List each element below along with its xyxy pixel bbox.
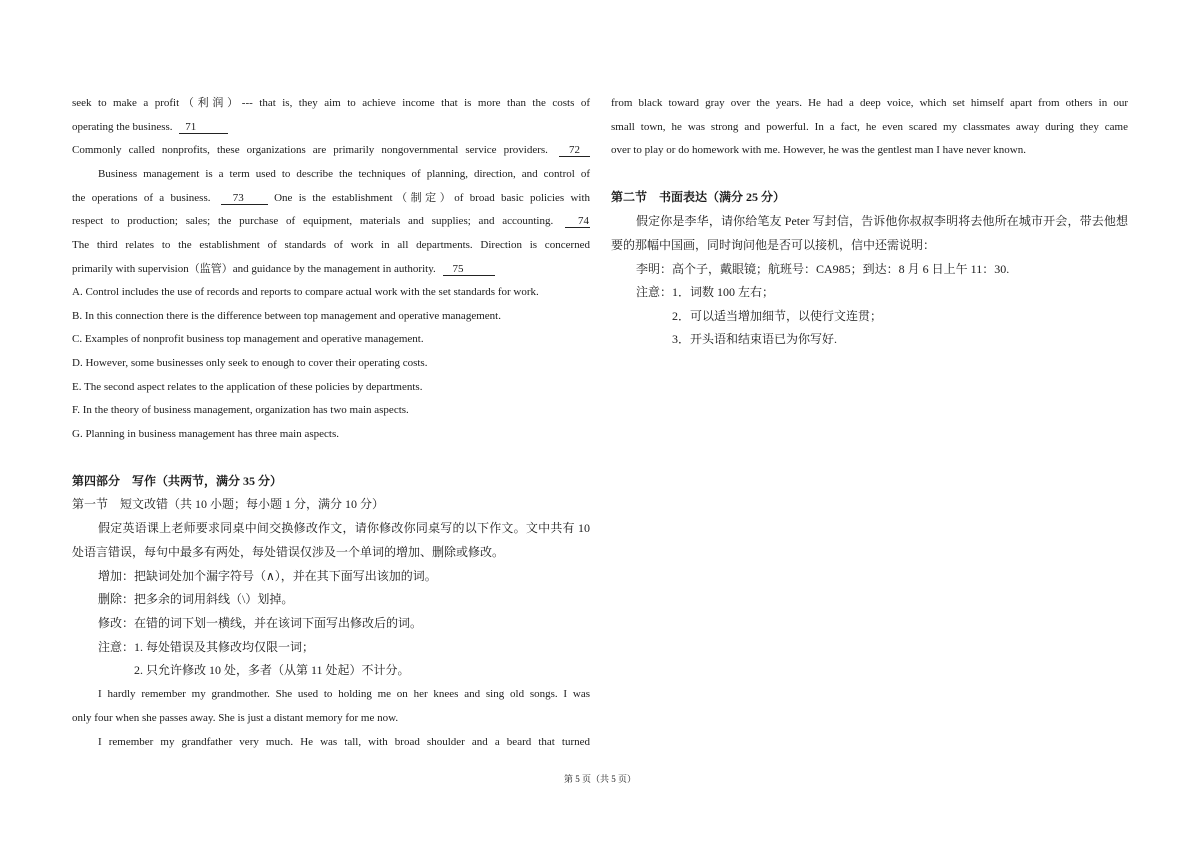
part-title: 第四部分 写作（共两节，满分 35 分）: [72, 474, 283, 488]
option-b: B. In this connection there is the difference between top management and operative management.: [72, 310, 501, 322]
passage-line: small town, he was strong and powerful. In a fact, he even scared my classmates away during they came: [611, 121, 1128, 133]
cloze-text: operating the business.: [72, 121, 173, 133]
cloze-text: The third relates to the establishment of standards of work in all departments. Direction is concerned: [72, 239, 590, 251]
cloze-line: [72, 95, 590, 111]
section2-title: 第二节 书面表达（满分 25 分）: [611, 190, 786, 204]
passage-line: only four when she passes away. She is just a distant memory for me now.: [72, 712, 399, 724]
option-g: G. Planning in business management has three main aspects.: [72, 428, 339, 440]
rule-add: 增加：把缺词处加个漏字符号（∧），并在其下面写出该加的词。: [98, 569, 437, 583]
cloze-text: Commonly called nonprofits, these organizations are primarily nongovernmental service providers.: [72, 144, 548, 156]
section2-note: 3．开头语和结束语已为你写好.: [672, 332, 838, 346]
section2-note: 2．可以适当增加细节，以使行文连贯；: [672, 309, 883, 323]
passage-line: over to play or do homework with me. However, he was the gentlest man I have never known.: [611, 144, 1026, 156]
page-number: 第 5 页（共 5 页）: [563, 774, 636, 784]
answer-blank-73: 73: [221, 192, 268, 205]
section1-note: 注意：1. 每处错误及其修改均仅限一词；: [98, 640, 315, 654]
section1-note: 2. 只允许修改 10 处，多者（从第 11 处起）不计分。: [134, 663, 410, 677]
answer-blank-75: 75: [443, 263, 495, 276]
cloze-line: [72, 237, 590, 253]
option-a: A. Control includes the use of records and reports to compare actual work with the set standards for work.: [72, 286, 539, 298]
cloze-text: respect to production; sales; the purchase of equipment, materials and supplies; and accounting.: [72, 215, 554, 227]
cloze-text: One is the establishment（制定）of broad basic policies with: [274, 192, 591, 204]
answer-blank-72: 72: [559, 144, 590, 157]
section1-instruction: 处语言错误，每句中最多有两处，每处错误仅涉及一个单词的增加、删除或修改。: [72, 545, 505, 559]
option-d: D. However, some businesses only seek to enough to cover their operating costs.: [72, 357, 428, 369]
passage-line: I remember my grandfather very much. He was tall, with broad shoulder and a beard that turned: [98, 736, 590, 748]
cloze-line: [72, 142, 590, 158]
answer-blank-74: 74: [565, 215, 590, 228]
section2-prompt: 假定你是李华，请你给笔友 Peter 写封信，告诉他你叔叔李明将去他所在城市开会，带去他想: [636, 214, 1128, 228]
cloze-text: Business management is a term used to describe the techniques of planning, direction, and control of: [98, 168, 590, 180]
section2-prompt: 要的那幅中国画，同时询问他是否可以接机，信中还需说明：: [611, 238, 936, 252]
passage-line: from black toward gray over the years. He had a deep voice, which set himself apart from others in our: [611, 97, 1128, 109]
cloze-line: [72, 213, 590, 229]
rule-modify: 修改：在错的词下划一横线，并在该词下面写出修改后的词。: [98, 616, 423, 630]
cloze-text: primarily with supervision（监管）and guidance by the management in authority.: [72, 263, 436, 275]
cloze-line: [72, 261, 590, 277]
section2-note: 注意：1．词数 100 左右；: [636, 285, 775, 299]
answer-blank-71: 71: [179, 121, 228, 134]
passage-line: I hardly remember my grandmother. She used to holding me on her knees and sing old songs. I was: [98, 688, 590, 700]
rule-delete: 删除：把多余的词用斜线（\）划掉。: [98, 592, 294, 606]
option-e: E. The second aspect relates to the application of these policies by departments.: [72, 381, 423, 393]
cloze-line: [72, 190, 590, 206]
cloze-line: [98, 166, 590, 182]
cloze-text: seek to make a profit（利润）--- that is, they aim to achieve income that is more than the costs of: [72, 97, 590, 109]
option-f: F. In the theory of business management, organization has two main aspects.: [72, 404, 409, 416]
section1-title: 第一节 短文改错（共 10 小题；每小题 1 分，满分 10 分）: [72, 497, 385, 511]
cloze-text: the operations of a business.: [72, 192, 211, 204]
option-c: C. Examples of nonprofit business top management and operative management.: [72, 333, 424, 345]
section1-instruction: 假定英语课上老师要求同桌中间交换修改作文，请你修改你同桌写的以下作文。文中共有 10: [98, 521, 590, 535]
section2-details: 李明：高个子，戴眼镜；航班号：CA985；到达：8 月 6 日上午 11：30.: [636, 262, 1010, 276]
cloze-line: [72, 119, 590, 135]
